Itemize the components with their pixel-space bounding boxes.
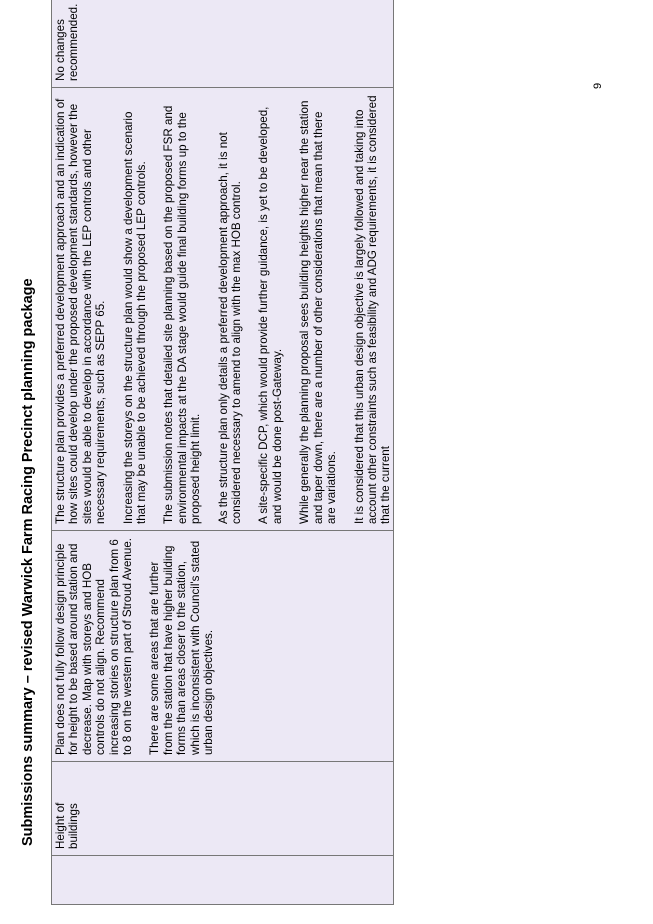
response-paragraph: It is considered that this urban design objective is largely followed and taking into account other constraints such as feasibility and ADG requirements, it is considered that the current: [352, 95, 393, 524]
response-paragraph: While generally the planning proposal sees building heights higher near the station and taper down, there are a number of other considerations that mean that there are variations.: [298, 100, 339, 524]
submission-paragraph: Plan does not fully follow design principle for height to be based around station and decrease. Map with storeys and HOB controls do not align. Recommend increasing stories on structure plan from 6 to 8 on the western part of Stroud Avenue.: [54, 538, 135, 755]
response-paragraph: The structure plan provides a preferred development approach and an indication of how sites could develop under the proposed development standards, however the sites would be able to develop in accordance with the LEP controls and other necessary requirements, such as SEPP 65.: [54, 98, 108, 524]
submission-paragraph: There are some areas that are further from the station that have higher building forms than areas closer to the station, which is inconsistent with Council's stated urban design objectives.: [148, 540, 216, 755]
response-cell: [52, 88, 394, 531]
response-paragraph: A site-specific DCP, which would provide further guidance, is yet to be developed, and would be done post-Gateway.: [257, 106, 284, 524]
response-paragraph: As the structure plan only details a preferred development approach, it is not considered necessary to amend to align with the max HOB control.: [216, 132, 244, 524]
response-paragraph: Increasing the storeys on the structure plan would show a development scenario that may be unable to be achieved through the proposed LEP controls.: [121, 111, 149, 524]
recommendation-cell: No changes recommended.: [52, 0, 394, 88]
response-paragraph: The submission notes that detailed site planning based on the proposed FSR and environmental impacts at the DA stage would guide final building forms up to the proposed height limit.: [162, 105, 203, 524]
submissions-table: [51, 0, 394, 905]
row-marker-cell: [52, 856, 394, 905]
table-row: [52, 0, 394, 905]
issue-cell: Height of buildings: [52, 762, 394, 856]
page-number: 9: [592, 82, 604, 89]
submission-cell: [52, 531, 394, 762]
page-title: Submissions summary – revised Warwick Farm Racing Precinct planning package: [20, 278, 36, 846]
